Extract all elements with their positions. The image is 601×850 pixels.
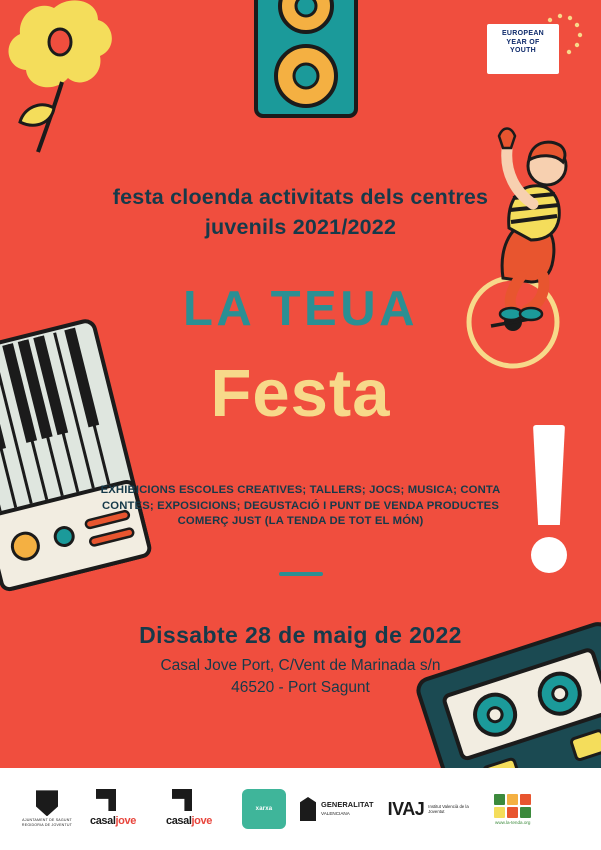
logo-ivaj bbox=[388, 799, 481, 820]
logo-la-tenda bbox=[494, 794, 531, 825]
logo-ajuntament-sub: REGIDORIA DE JOVENTUT bbox=[21, 823, 73, 827]
casal-mark-icon bbox=[172, 789, 192, 811]
logo-casal-jove bbox=[90, 787, 152, 831]
logo-ivaj-sub: Institut Valencià de la Joventut bbox=[428, 803, 469, 814]
keyboard-illustration bbox=[0, 314, 156, 595]
unicycle-rider-illustration bbox=[451, 110, 591, 375]
poster-title-line2: Festa bbox=[210, 356, 391, 431]
shield-icon bbox=[36, 790, 58, 816]
badge-line3: YOUTH bbox=[510, 47, 536, 54]
venue-line1: Casal Jove Port, C/Vent de Marinada s/n bbox=[160, 657, 441, 674]
divider bbox=[279, 572, 323, 576]
logo-tenda-url: www.la-tenda.org bbox=[495, 819, 531, 825]
logo-ajuntament-sagunt bbox=[18, 790, 76, 827]
activities-list: EXHIBICIONS ESCOLES CREATIVES; TALLERS; JOCS; MUSICA; CONTA CONTES; EXPOSICIONS; DEGUSTACIÓ I PUNT DE VENDA PRODUCTES COMERÇ JUST (LA TENDA DE TOT EL MÓN) bbox=[100, 484, 501, 527]
casal-mark-icon bbox=[96, 789, 116, 811]
xarxa-line1: xarxa bbox=[255, 805, 273, 812]
poster-subtitle: festa cloenda activitats dels centres juvenils 2021/2022 bbox=[112, 185, 489, 239]
jove-word: jove bbox=[115, 815, 136, 827]
gva-line2: VALENCIANA bbox=[321, 811, 350, 816]
speaker-illustration bbox=[238, 0, 373, 134]
footer-logo-bar bbox=[0, 768, 601, 850]
logo-ajuntament-title: AJUNTAMENT DE SAGUNT bbox=[22, 818, 72, 823]
casal-word: casal bbox=[90, 815, 116, 827]
logo-generalitat-valenciana bbox=[300, 797, 374, 821]
logo-generalitat-label bbox=[321, 800, 374, 818]
casal-word: casal bbox=[166, 815, 192, 827]
tenda-grid-icon bbox=[494, 794, 531, 818]
poster-title-line1: LA TEUA bbox=[183, 282, 418, 336]
logo-casal-jove-port-label bbox=[166, 815, 212, 827]
logo-xarxa-jove bbox=[242, 789, 286, 829]
event-date: Dissabte 28 de maig de 2022 bbox=[139, 622, 462, 648]
exclamation-mark-illustration bbox=[527, 425, 573, 595]
logo-casal-jove-port bbox=[166, 787, 228, 831]
jove-word: jove bbox=[191, 815, 212, 827]
generalitat-crest-icon bbox=[300, 797, 316, 821]
logo-casal-jove-label bbox=[90, 815, 136, 827]
logo-ajuntament-label bbox=[22, 818, 72, 827]
badge-line1: EUROPEAN bbox=[501, 30, 545, 37]
venue-line2: 46520 - Port Sagunt bbox=[231, 679, 370, 696]
exclamation-dot bbox=[531, 537, 567, 573]
exclamation-bar bbox=[533, 425, 565, 525]
logo-xarxa-jove-label bbox=[242, 789, 286, 829]
gva-line1: GENERALITAT bbox=[321, 800, 374, 809]
badge-label bbox=[487, 30, 559, 56]
flower-illustration bbox=[0, 0, 124, 160]
logo-ivaj-title: IVAJ bbox=[387, 798, 425, 819]
badge-line2: YEAR OF bbox=[506, 38, 540, 46]
european-year-of-youth-badge bbox=[487, 10, 585, 78]
